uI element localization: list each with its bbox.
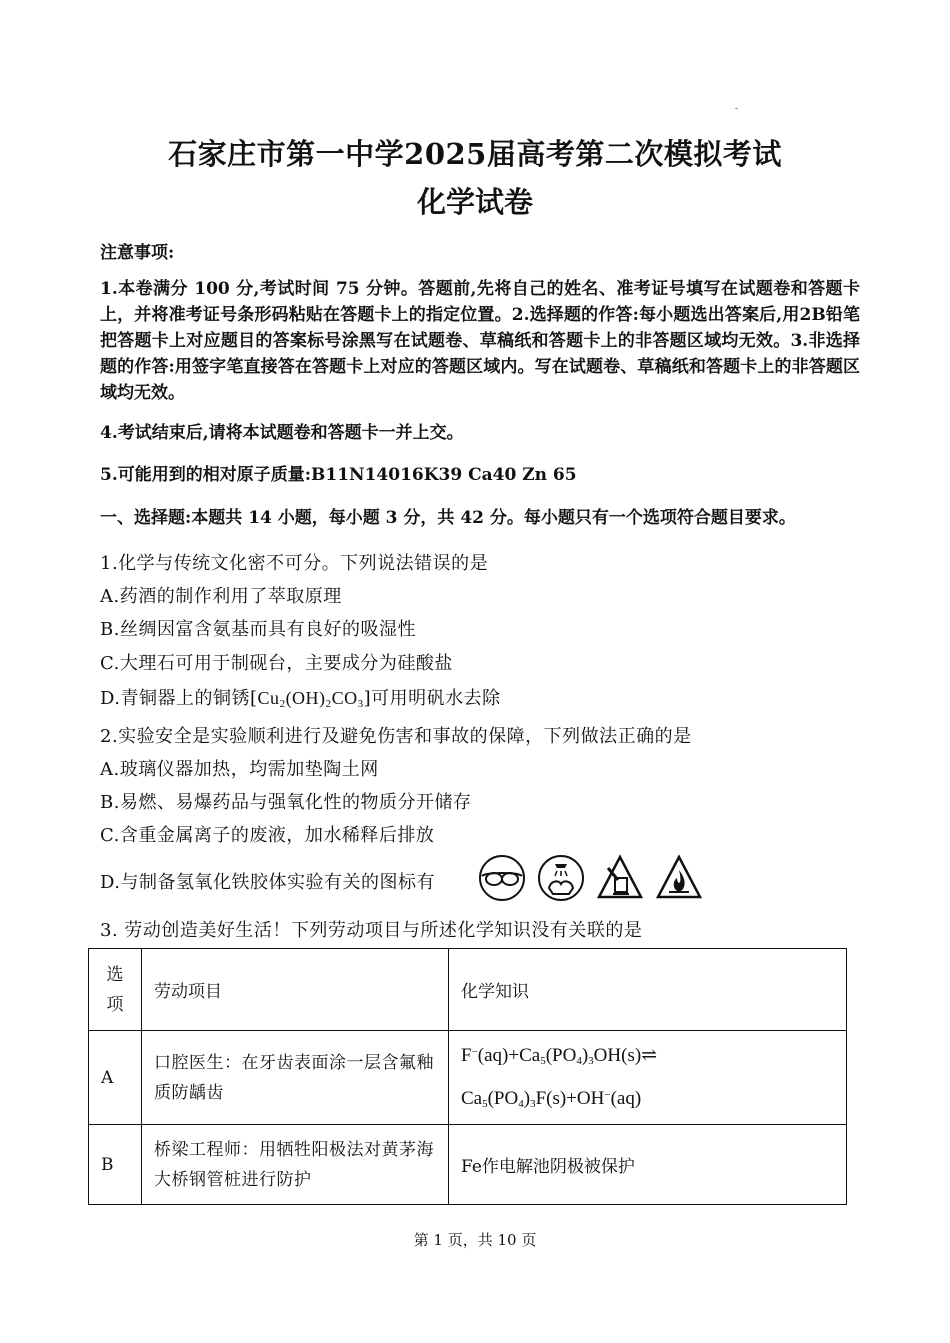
question-2-option-a: A.玻璃仪器加热，均需加垫陶土网 — [100, 759, 379, 780]
question-1-stem: 1.化学与传统文化密不可分。下列说法错误的是 — [100, 553, 489, 574]
option-d-suffix: ]可用明矾水去除 — [363, 688, 501, 709]
question-2-option-b: B.易燃、易爆药品与强氧化性的物质分开储存 — [100, 792, 472, 813]
question-2-option-c: C.含重金属离子的废液，加水稀释后排放 — [100, 825, 435, 846]
notice-paragraph-5: 5.可能用到的相对原子质量:B11N14016K39 Ca40 Zn 65 — [100, 465, 577, 485]
row-b-labor: 桥梁工程师：用牺牲阳极法对黄茅海大桥钢管桩进行防护 — [142, 1125, 449, 1205]
exam-title: 石家庄市第一中学2025届高考第二次模拟考试 — [168, 137, 782, 171]
safety-icons — [478, 854, 709, 902]
question-1-option-c: C.大理石可用于制砚台，主要成分为硅酸盐 — [100, 653, 453, 674]
page-footer: 第 1 页，共 10 页 — [413, 1231, 537, 1249]
notice-paragraph-4: 4.考试结束后,请将本试题卷和答题卡一并上交。 — [100, 423, 464, 443]
option-d-prefix: D.青铜器上的铜锈[ — [100, 688, 258, 709]
question-1-option-b: B.丝绸因富含氨基而具有良好的吸湿性 — [100, 619, 416, 640]
wash-hands-icon — [537, 854, 585, 902]
table-row — [89, 1031, 847, 1125]
question-2-stem: 2.实验安全是实验顺利进行及避免伤害和事故的保障，下列做法正确的是 — [100, 726, 692, 747]
question-1-option-d — [100, 684, 501, 710]
row-b-option: B — [89, 1125, 142, 1205]
row-a-knowledge-equation: $F^-(aq)+Ca_5(PO_4)_3OH(s)\rightleftharpoons$ $Ca_5(PO_4)_3F(s)+OH^-(aq)$ — [449, 1031, 847, 1125]
row-a-labor: 口腔医生：在牙齿表面涂一层含氟釉质防龋齿 — [142, 1031, 449, 1125]
question-3-stem: 3. 劳动创造美好生活！下列劳动项目与所述化学知识没有关联的是 — [100, 920, 643, 941]
row-a-option: A — [89, 1031, 142, 1125]
goggles-icon — [478, 854, 526, 902]
page-mark — [735, 108, 738, 109]
question-3-table — [88, 948, 847, 1205]
section-heading: 一、选择题:本题共 14 小题，每小题 3 分，共 42 分。每小题只有一个选项符合题目要求。 — [100, 508, 796, 528]
hot-apparatus-icon — [596, 854, 644, 902]
header-option: 选项 — [89, 949, 142, 1031]
header-knowledge: 化学知识 — [449, 949, 847, 1031]
flame-warning-icon — [655, 854, 703, 902]
row-b-knowledge: Fe作电解池阴极被保护 — [449, 1125, 847, 1205]
notice-heading: 注意事项: — [100, 243, 175, 263]
table-row — [89, 1125, 847, 1205]
exam-subtitle: 化学试卷 — [416, 185, 533, 219]
question-1-option-a: A.药酒的制作利用了萃取原理 — [100, 586, 342, 607]
notice-paragraph-1: 1.本卷满分 100 分,考试时间 75 分钟。答题前,先将自己的姓名、准考证号填写在试题卷和答题卡上，并将准考证号条形码粘贴在答题卡上的指定位置。2.选择题的作答:每小题选出答案后,用2B铅笔把答题卡上对应题目的答案标号涂黑写在试题卷、草稿纸和答题卡上的非答题区域均无效。3.非选择题的作答:用签字笔直接答在答题卡上对应的答题区域内。写在试题卷、草稿纸和答题卡上的非答题区域均无效。 — [100, 279, 860, 403]
question-2-option-d: D.与制备氢氧化铁胶体实验有关的图标有 — [100, 872, 436, 893]
table-header-row — [89, 949, 847, 1031]
header-labor: 劳动项目 — [142, 949, 449, 1031]
formula-basic-copper-carbonate: $Cu_2(OH)_2CO_3$ — [257, 688, 364, 710]
